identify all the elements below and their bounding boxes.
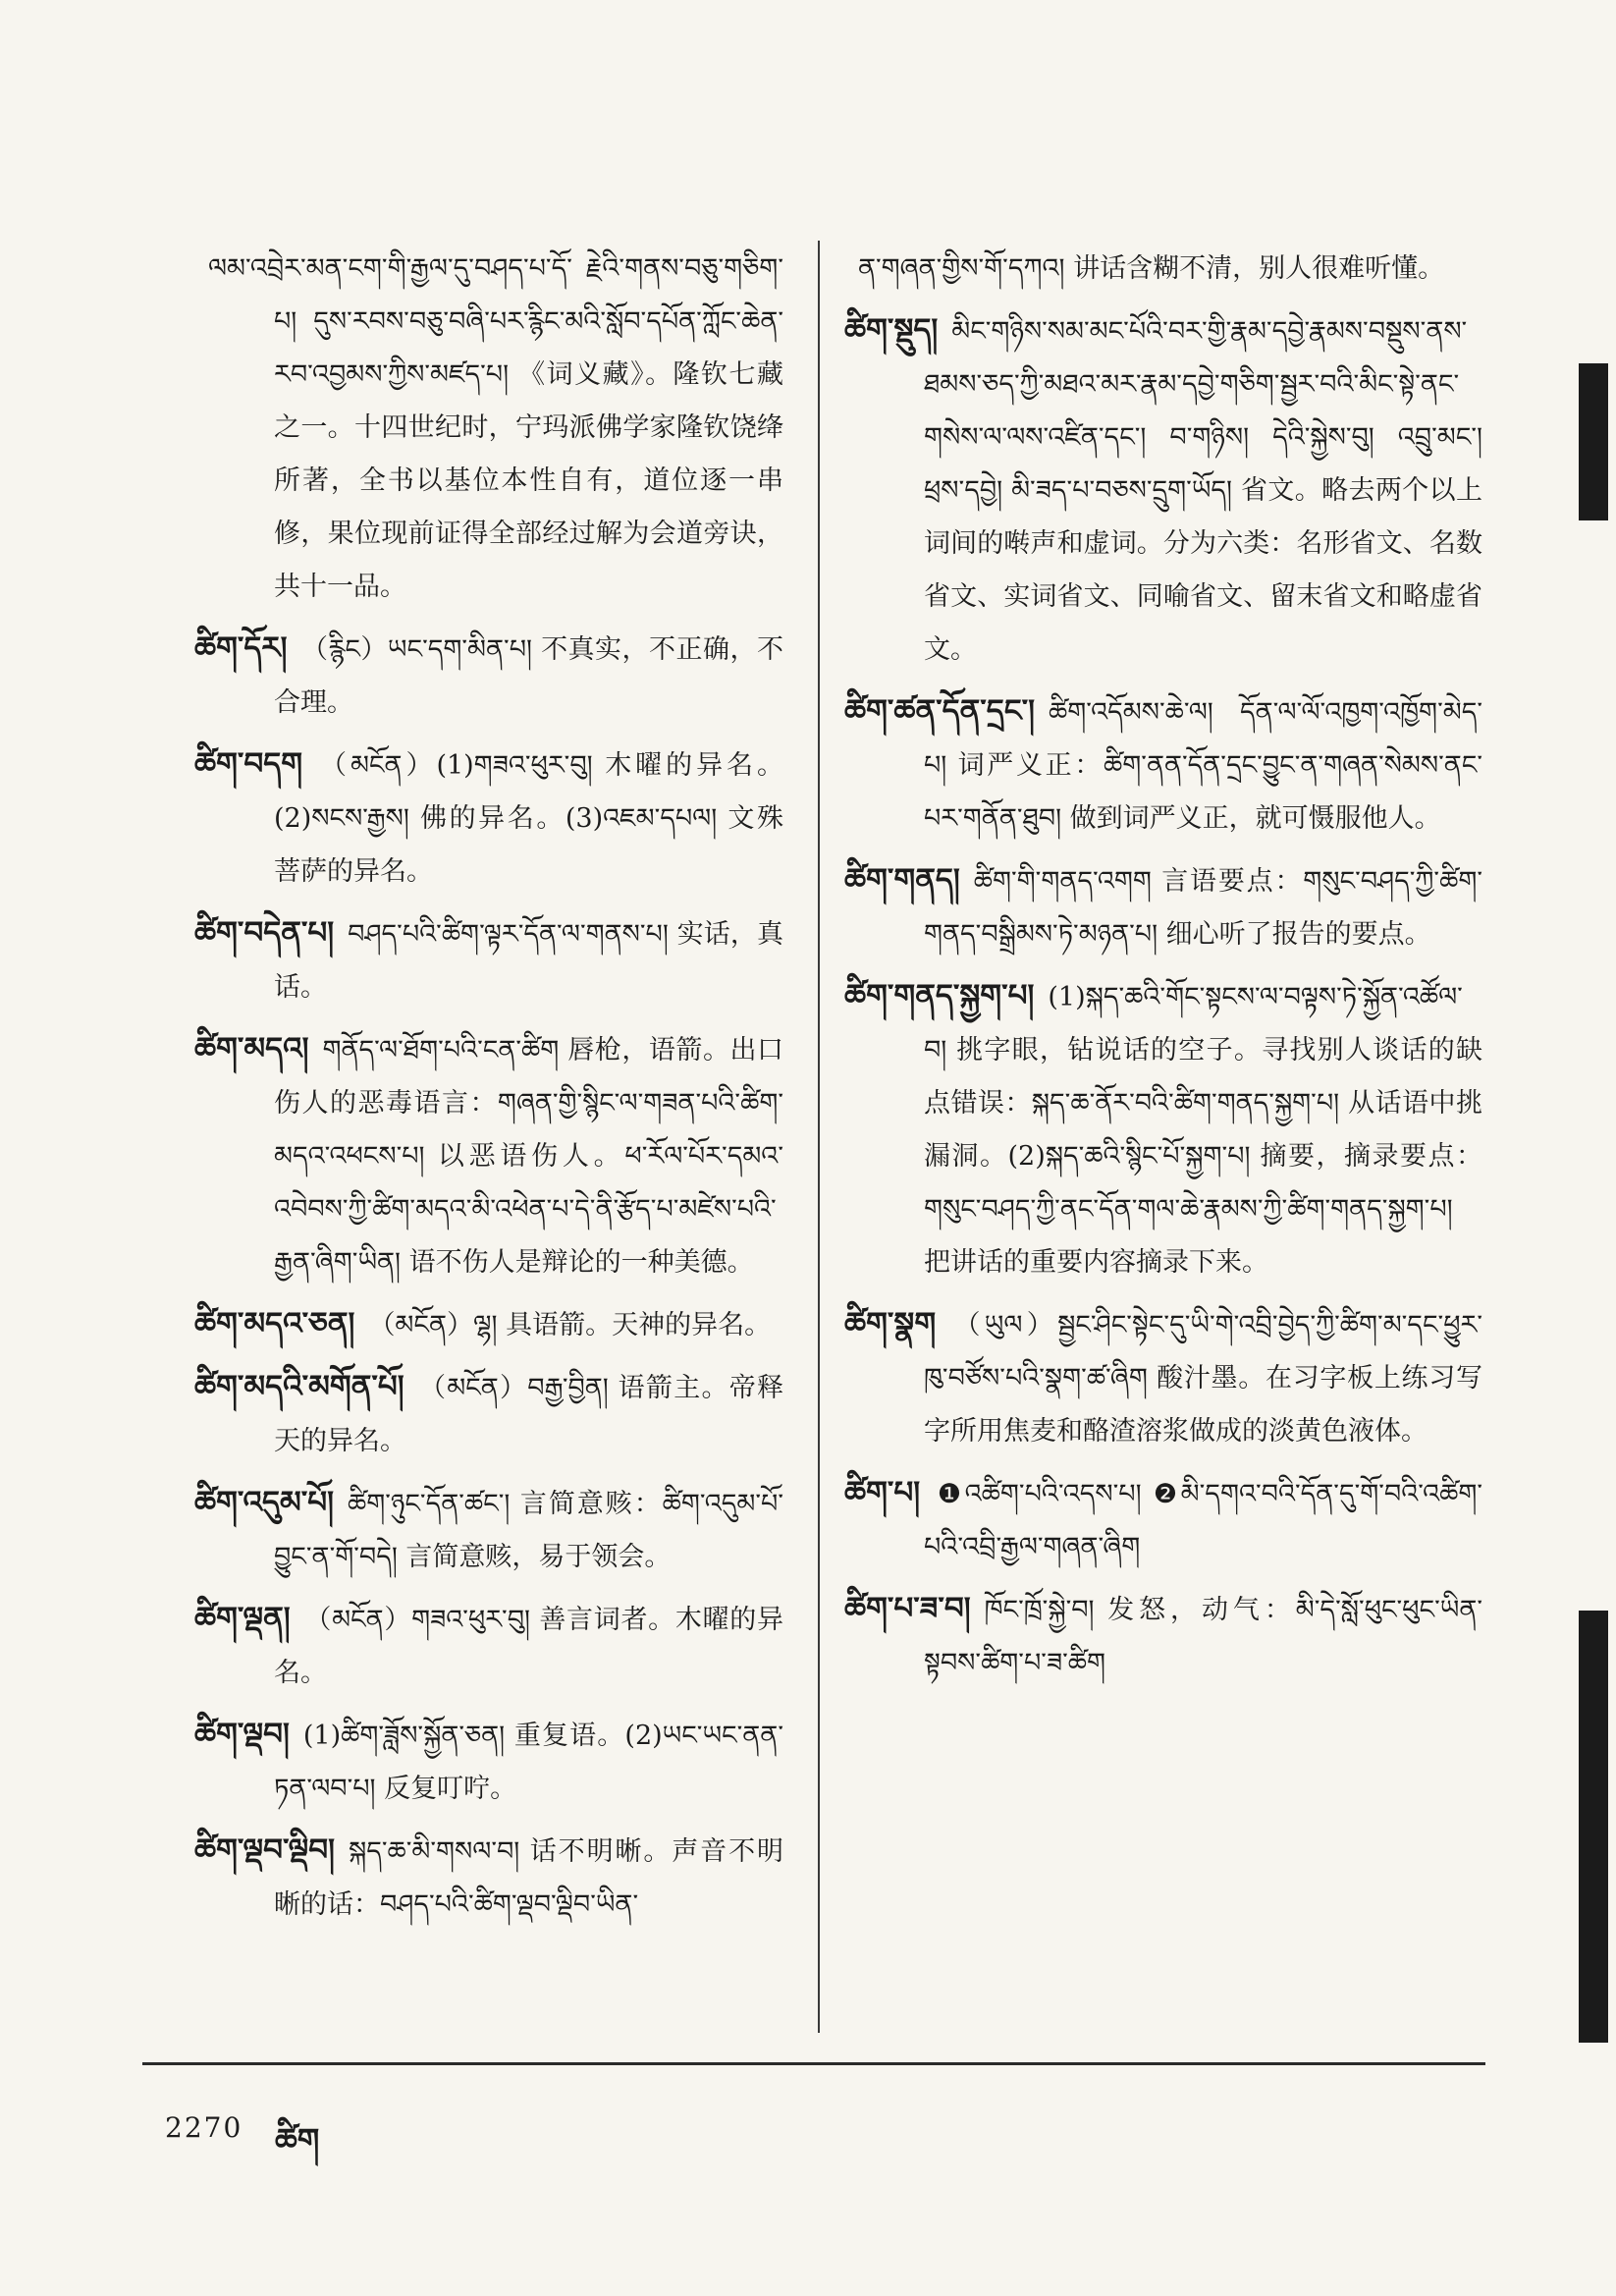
dictionary-entry (194, 622, 783, 730)
entry-body: ཚིག་གི་གནད་འགག 言语要点：གསུང་བཤད་ཀྱི་ཚིག་གནད་བསྒྲིམས་ཏེ་མཉན་པ། 细心听了报告的要点。 (924, 866, 1482, 950)
edge-mark (1579, 363, 1608, 520)
dictionary-entry (194, 1360, 783, 1468)
entry-body: བཤད་པའི་ཚིག་ལྟར་དོན་ལ་གནས་པ། 实话，真话。 (274, 919, 783, 1003)
entry-headword: ཚིག་མདའི་མགོན་པོ། (194, 1369, 404, 1404)
dictionary-entry (844, 1297, 1482, 1458)
dictionary-entry (844, 241, 1482, 296)
entry-body: （ཡུལ）སྦྱང་ཤིང་སྟེང་དུ་ཡི་གེ་འབྲི་བྱེད་ཀྱི་ཚིག་མ་དང་ཕྱུར་ཁུ་བཙོས་པའི་སྣག་ཚ་ཞིག 酸汁墨。在习字板上练习写字所用焦麦和酪渣溶浆做成的淡黄色液体。 (924, 1310, 1482, 1447)
entry-headword: ཚིག་གནད། (844, 862, 960, 898)
entry-body: (1)ཚིག་ཟློས་སྐྱོན་ཅན། 重复语。(2)ཡང་ཡང་ནན་ཏན་ལབ་པ། 反复叮咛。 (274, 1721, 783, 1804)
dictionary-entry (194, 1022, 783, 1289)
dictionary-entry (194, 1476, 783, 1584)
entry-body: ལམ་འབྲེར་མན་ངག་གི་རྒྱལ་དུ་བཤད་པ་དོ་ རྗེའི་གནས་བཅུ་གཅིག་པ། དུས་རབས་བཅུ་བཞི་པར་རྙིང་མའི་སློབ་དཔོན་ཀློང་ཆེན་རབ་འབྱམས་ཀྱིས་མཛད་པ། 《词义藏》。隆钦七藏之一。十四世纪时，宁玛派佛学家隆钦饶绛所著，全书以基位本性自有，道位逐一串修，果位现前证得全部经过解为会道旁诀，共十一品。 (208, 253, 783, 602)
entry-body: ཚིག་འདོམས་ཆེ་ལ། དོན་ལ་ལོ་འཁྱག་འཁྱོག་མེད་པ། 词严义正：ཚིག་ནན་དོན་དྲང་བྱུང་ན་གཞན་སེམས་ནང་པར་གནོན་ཐུབ། 做到词严义正，就可慑服他人。 (924, 697, 1482, 834)
entry-headword: ཚིག་འདུམ་པོ། (194, 1485, 334, 1520)
entry-headword: ཚིག་སྣག (844, 1306, 937, 1341)
entry-headword: ཚིག་བདག (194, 746, 303, 782)
dictionary-entry (844, 303, 1482, 677)
dictionary-entry (194, 241, 783, 614)
dictionary-entry (844, 684, 1482, 846)
dictionary-entry (194, 906, 783, 1014)
entry-headword: ཚིག་སྡུད། (844, 312, 939, 348)
entry-headword: ཚིག་ལྡན། (194, 1601, 291, 1636)
dictionary-entry (194, 738, 783, 899)
entry-body: མིང་གཉིས་སམ་མང་པོའི་བར་གྱི་རྣམ་དབྱེ་རྣམས་བསྡུས་ནས་ཐམས་ཅད་ཀྱི་མཐའ་མར་རྣམ་དབྱེ་གཅིག་སྦྱར་བའི་མིང་སྟེ་ནང་གསེས་ལ་ལས་འཛིན་དང་། བ་གཉིས། དེའི་སྐྱེས་བུ། འབྲུ་མང་། ཕྲས་དབྱེ། མི་ཟད་པ་བཅས་དྲུག་ཡོད། 省文。略去两个以上词间的啭声和虚词。分为六类：名形省文、名数省文、实词省文、同喻省文、留末省文和略虚省文。 (924, 316, 1482, 665)
entry-body: གནོད་ལ་ཐོག་པའི་ངན་ཚིག 唇枪，语箭。出口伤人的恶毒语言：གཞན་གྱི་སྙིང་ལ་གཟན་པའི་ཚིག་མདའ་འཕངས་པ། 以恶语伤人。ཕ་རོལ་པོར་དམའ་འབེབས་ཀྱི་ཚིག་མདའ་མི་འཕེན་པ་དེ་ནི་རྩོད་པ་མཛེས་པའི་རྒྱན་ཞིག་ཡིན། 语不伤人是辩论的一种美德。 (274, 1035, 783, 1278)
entry-body: （རྙིང）ཡང་དག་མིན་པ། 不真实，不正确，不合理。 (274, 634, 783, 718)
entry-body: སྐད་ཆ་མི་གསལ་བ། 话不明晰。声音不明晰的话：བཤད་པའི་ཚིག་ལྡབ་ལྡིབ་ཡིན་ (274, 1836, 783, 1920)
left-column (194, 241, 783, 1940)
entry-headword: ཚིག་ལྡབ། (194, 1717, 290, 1752)
dictionary-entry (844, 1582, 1482, 1690)
entry-headword: ཚིག་མདའ། (194, 1031, 309, 1066)
entry-headword: ཚིག་བདེན་པ། (194, 915, 335, 951)
entry-headword: ཚིག་གནད་སྐྱག་པ། (844, 978, 1035, 1013)
entry-body: （མངོན）(1)གཟའ་ཕུར་བུ། 木曜的异名。(2)སངས་རྒྱས། 佛的异名。(3)འཇམ་དཔལ། 文殊菩萨的异名。 (274, 750, 783, 887)
entry-body: （མངོན）བརྒྱ་བྱིན། 语箭主。帝释天的异名。 (274, 1373, 783, 1456)
edge-mark (1579, 1611, 1608, 2043)
entry-body: ན་གཞན་གྱིས་གོ་དཀའ། 讲话含糊不清，别人很难听懂。 (858, 253, 1445, 284)
page-number: 2270 (165, 2111, 243, 2144)
footer-rule (142, 2062, 1485, 2065)
dictionary-entry (194, 1297, 783, 1352)
entry-body: （མངོན）ལྷ། 具语箭。天神的异名。 (368, 1310, 772, 1340)
entry-headword: ཚིག་པ། (844, 1475, 921, 1510)
entry-headword: ཚིག་པ་ཟ་བ། (844, 1591, 971, 1626)
entry-body: ❶འཚིག་པའི་འདས་པ། ❷མི་དགའ་བའི་དོན་དུ་གོ་བའི་འཚིག་པའི་འབྲི་རྒྱལ་གཞན་ཞིག (924, 1479, 1482, 1562)
entry-body: ཁོང་ཁྲོ་སྐྱེ་བ། 发怒，动气：མི་དེ་སློ་ཕུང་ཕུང་ཡིན་སྟབས་ཚིག་པ་ཟ་ཚིག (924, 1595, 1482, 1678)
entry-headword: ཚིག་ཚན་དོན་དྲང་། (844, 693, 1036, 729)
entry-headword: ཚིག་མདའ་ཅན། (194, 1306, 355, 1341)
dictionary-entry (194, 1592, 783, 1700)
dictionary-entry (194, 1824, 783, 1932)
entry-body: (1)སྐད་ཆའི་གོང་སྟངས་ལ་བལྟས་ཏེ་སྐྱོན་འཚོལ་བ། 挑字眼，钻说话的空子。寻找别人谈话的缺点错误：སྐད་ཆ་ནོར་བའི་ཚིག་གནད་སྐྱག་པ། 从话语中挑漏洞。(2)སྐད་ཆའི་སྙིང་པོ་སྐྱག་པ། 摘要，摘录要点：གསུང་བཤད་ཀྱི་ནང་དོན་གལ་ཆེ་རྣམས་ཀྱི་ཚིག་གནད་སྐྱག་པ། 把讲话的重要内容摘录下来。 (924, 982, 1482, 1278)
running-head: ཚིག (275, 2121, 320, 2159)
dictionary-entry (844, 853, 1482, 961)
dictionary-entry (194, 1708, 783, 1816)
right-column (844, 241, 1482, 1698)
dictionary-entry (844, 1466, 1482, 1574)
dictionary-entry (844, 969, 1482, 1289)
entry-body: （མངོན）གཟའ་ཕུར་བུ། 善言词者。木曜的异名。 (274, 1605, 783, 1688)
scan-edge-marks (1567, 0, 1616, 2296)
entry-headword: ཚིག་ལྡབ་ལྡིབ། (194, 1832, 335, 1868)
column-divider (818, 241, 820, 2033)
entry-headword: ཚིག་དོར། (194, 630, 288, 666)
entry-body: ཚིག་ཉུང་དོན་ཚང་། 言简意赅：ཚིག་འདུམ་པོ་བྱུང་ན་གོ་བདེ། 言简意赅，易于领会。 (274, 1489, 783, 1572)
